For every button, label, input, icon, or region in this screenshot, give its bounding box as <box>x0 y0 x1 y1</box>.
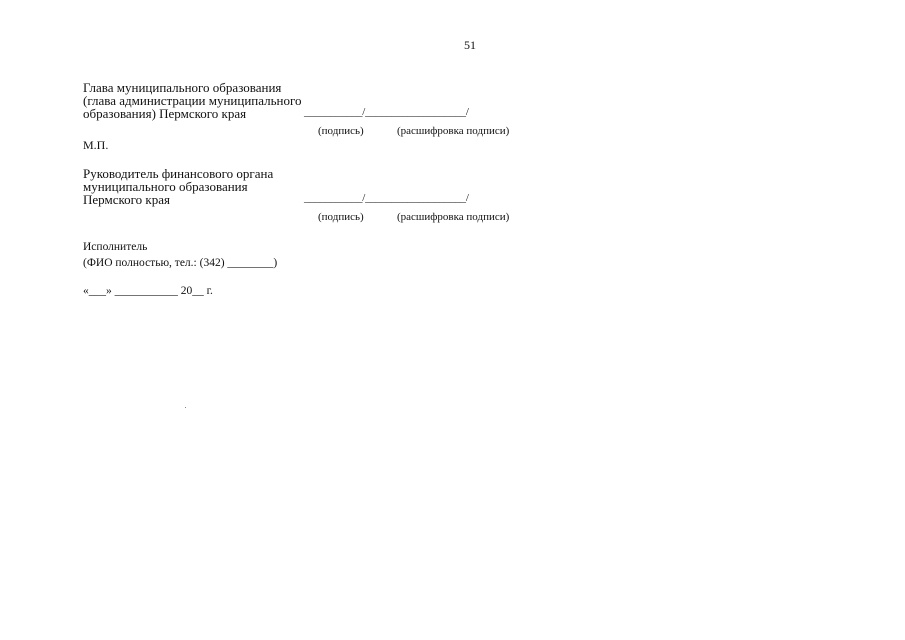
executor-block <box>83 239 277 271</box>
executor-details: (ФИО полностью, тел.: (342) ________) <box>83 257 278 269</box>
date-block <box>83 285 213 298</box>
finance-signature-caption: (подпись) <box>318 211 364 223</box>
finance-signature-line: ___________/___________________/ <box>304 192 469 204</box>
head-signature-line: ___________/___________________/ <box>304 106 469 118</box>
finance-title-line-2: муниципального образования <box>83 179 248 194</box>
finance-title-block <box>83 167 273 206</box>
executor-label: Исполнитель <box>83 241 148 253</box>
head-title-line-1: Глава муниципального образования <box>83 80 282 95</box>
head-decoding-caption: (расшифровка подписи) <box>397 125 510 137</box>
stamp-text: М.П. <box>83 138 109 152</box>
head-title-block <box>83 81 302 120</box>
head-signature-caption: (подпись) <box>318 125 364 137</box>
date-line: «___» ___________ 20__ г. <box>83 285 213 297</box>
head-title-line-3: образования) Пермского края <box>83 106 247 121</box>
finance-decoding-caption: (расшифровка подписи) <box>397 211 510 223</box>
finance-title-line-1: Руководитель финансового органа <box>83 166 274 181</box>
page-number: 51 <box>464 38 476 52</box>
head-title-line-2: (глава администрации муниципального <box>83 93 302 108</box>
scan-speck <box>185 407 186 408</box>
stamp-label <box>83 139 108 152</box>
finance-title-line-3: Пермского края <box>83 192 170 207</box>
